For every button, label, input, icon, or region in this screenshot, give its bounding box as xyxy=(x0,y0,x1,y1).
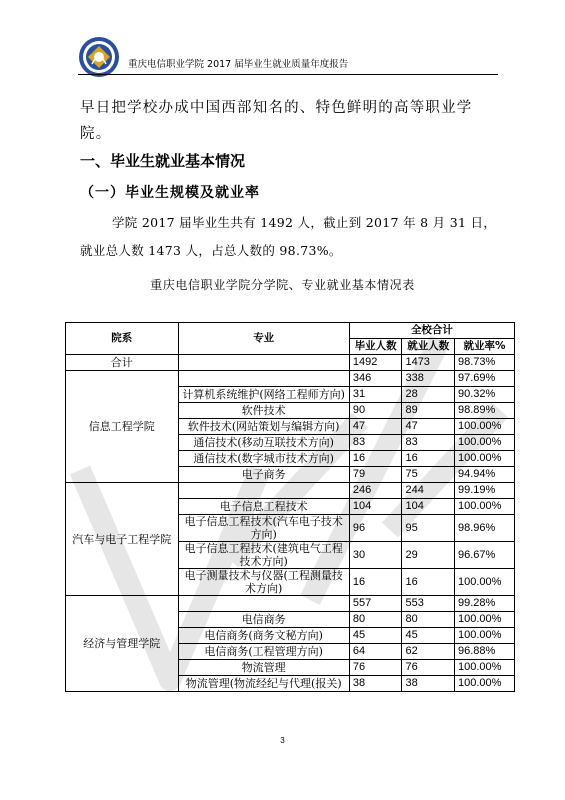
body-line-2: 就业总人数 1473 人，占总人数的 98.73%。 xyxy=(80,243,342,258)
subtotal-rate: 97.69% xyxy=(455,371,515,387)
grads-cell: 79 xyxy=(349,467,402,483)
employed-cell: 28 xyxy=(402,387,455,403)
rate-cell: 90.32% xyxy=(455,387,515,403)
major-cell: 物流管理(物流经纪与代理(报关) xyxy=(178,676,349,692)
major-cell: 电子信息工程技术 xyxy=(178,499,349,515)
dept-cell: 汽车与电子工程学院 xyxy=(66,483,179,596)
employed-cell: 38 xyxy=(402,676,455,692)
subtotal-grads: 246 xyxy=(349,483,402,499)
major-cell: 软件技术(网站策划与编辑方向) xyxy=(178,419,349,435)
major-cell: 通信技术(数字城市技术方向) xyxy=(178,451,349,467)
employed-cell: 95 xyxy=(402,515,455,542)
rate-cell: 100.00% xyxy=(455,612,515,628)
major-cell: 电信商务(工程管理方向) xyxy=(178,644,349,660)
employed-cell: 47 xyxy=(402,419,455,435)
grads-cell: 45 xyxy=(349,628,402,644)
grads-cell: 16 xyxy=(349,569,402,596)
employed-cell: 62 xyxy=(402,644,455,660)
employed-cell: 80 xyxy=(402,612,455,628)
page-number: 3 xyxy=(280,736,285,745)
grads-cell: 30 xyxy=(349,542,402,569)
rate-cell: 100.00% xyxy=(455,660,515,676)
grads-cell: 76 xyxy=(349,660,402,676)
total-label: 合计 xyxy=(66,355,179,371)
total-row xyxy=(66,355,515,371)
rate-cell: 98.96% xyxy=(455,515,515,542)
page-header xyxy=(78,34,498,80)
employed-cell: 16 xyxy=(402,569,455,596)
employed-cell: 29 xyxy=(402,542,455,569)
total-employed: 1473 xyxy=(402,355,455,371)
rate-cell: 96.88% xyxy=(455,644,515,660)
major-cell: 软件技术 xyxy=(178,403,349,419)
total-grads: 1492 xyxy=(349,355,402,371)
major-cell: 通信技术(移动互联技术方向) xyxy=(178,435,349,451)
rate-cell: 100.00% xyxy=(455,499,515,515)
major-cell: 计算机系统维护(网络工程师方向) xyxy=(178,387,349,403)
subtotal-grads: 346 xyxy=(349,371,402,387)
subsection-heading: （一）毕业生规模及就业率 xyxy=(80,185,260,201)
dept-cell: 经济与管理学院 xyxy=(66,596,179,692)
rate-cell: 100.00% xyxy=(455,435,515,451)
major-cell: 电信商务(商务文秘方向) xyxy=(178,628,349,644)
major-cell: 电信商务 xyxy=(178,612,349,628)
major-cell: 物流管理 xyxy=(178,660,349,676)
rate-cell: 94.94% xyxy=(455,467,515,483)
major-cell: 电子测量技术与仪器(工程测量技术方向) xyxy=(178,569,349,596)
rate-cell: 100.00% xyxy=(455,676,515,692)
subtotal-rate: 99.28% xyxy=(455,596,515,612)
employed-cell: 76 xyxy=(402,660,455,676)
employment-table xyxy=(65,322,515,692)
major-cell: 电子商务 xyxy=(178,467,349,483)
employed-cell: 83 xyxy=(402,435,455,451)
rate-cell: 96.67% xyxy=(455,542,515,569)
major-cell: 电子信息工程技术(建筑电气工程技术方向) xyxy=(178,542,349,569)
rate-cell: 100.00% xyxy=(455,419,515,435)
total-rate: 98.73% xyxy=(455,355,515,371)
header-divider xyxy=(78,74,498,75)
grads-cell: 83 xyxy=(349,435,402,451)
body-line-1: 学院 2017 届毕业生共有 1492 人，截止到 2017 年 8 月 31 日， xyxy=(112,215,497,230)
employed-cell: 45 xyxy=(402,628,455,644)
subtotal-major-empty xyxy=(178,371,349,387)
dept-cell: 信息工程学院 xyxy=(66,371,179,483)
subtotal-employed: 553 xyxy=(402,596,455,612)
employed-cell: 16 xyxy=(402,451,455,467)
school-logo xyxy=(78,36,120,78)
major-cell: 电子信息工程技术(汽车电子技术方向) xyxy=(178,515,349,542)
col-header-dept: 院系 xyxy=(66,323,179,355)
grads-cell: 96 xyxy=(349,515,402,542)
subtotal-major-empty xyxy=(178,596,349,612)
table-row xyxy=(66,371,515,387)
rate-cell: 100.00% xyxy=(455,451,515,467)
table-row xyxy=(66,483,515,499)
col-header-group: 全校合计 xyxy=(349,323,514,339)
col-header-grads: 毕业人数 xyxy=(349,339,402,355)
total-major-empty xyxy=(178,355,349,371)
rate-cell: 100.00% xyxy=(455,569,515,596)
grads-cell: 47 xyxy=(349,419,402,435)
grads-cell: 80 xyxy=(349,612,402,628)
employed-cell: 89 xyxy=(402,403,455,419)
table-row xyxy=(66,596,515,612)
grads-cell: 38 xyxy=(349,676,402,692)
intro-line-2: 院。 xyxy=(80,126,112,142)
grads-cell: 64 xyxy=(349,644,402,660)
section-heading: 一、毕业生就业基本情况 xyxy=(80,152,246,170)
subtotal-grads: 557 xyxy=(349,596,402,612)
grads-cell: 90 xyxy=(349,403,402,419)
grads-cell: 16 xyxy=(349,451,402,467)
table-caption: 重庆电信职业学院分学院、专业就业基本情况表 xyxy=(150,278,415,292)
subtotal-major-empty xyxy=(178,483,349,499)
header-title: 重庆电信职业学院 2017 届毕业生就业质量年度报告 xyxy=(128,59,349,70)
col-header-rate: 就业率% xyxy=(455,339,515,355)
grads-cell: 31 xyxy=(349,387,402,403)
col-header-major: 专业 xyxy=(178,323,349,355)
rate-cell: 100.00% xyxy=(455,628,515,644)
subtotal-employed: 338 xyxy=(402,371,455,387)
subtotal-employed: 244 xyxy=(402,483,455,499)
col-header-employed: 就业人数 xyxy=(402,339,455,355)
subtotal-rate: 99.19% xyxy=(455,483,515,499)
intro-line-1: 早日把学校办成中国西部知名的、特色鲜明的高等职业学 xyxy=(80,100,473,116)
grads-cell: 104 xyxy=(349,499,402,515)
rate-cell: 98.89% xyxy=(455,403,515,419)
employed-cell: 104 xyxy=(402,499,455,515)
employed-cell: 75 xyxy=(402,467,455,483)
